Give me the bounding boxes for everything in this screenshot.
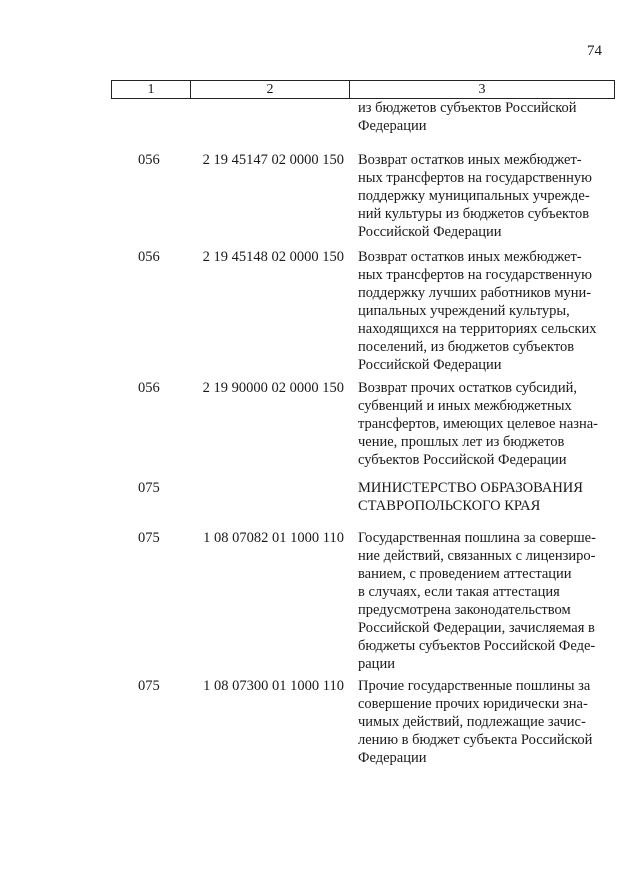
- column-1-header: 1: [112, 81, 191, 99]
- budget-classification-code: 1 08 07082 01 1000 110: [203, 530, 344, 546]
- row-description: [358, 677, 602, 767]
- description-line: ний культуры из бюджетов субъектов: [358, 206, 590, 222]
- budget-classification-code: 1 08 07300 01 1000 110: [203, 678, 344, 694]
- description-line: субъектов Российской Федерации: [358, 452, 567, 468]
- row-description: [358, 99, 602, 135]
- description-line: поселений, из бюджетов субъектов: [358, 339, 575, 355]
- description-line: чение, прошлых лет из бюджетов: [358, 434, 565, 450]
- column-number-header: [111, 80, 615, 99]
- description-line: Федерации: [358, 750, 427, 766]
- budget-classification-code: 2 19 45147 02 0000 150: [202, 152, 344, 168]
- row-description: [358, 379, 602, 469]
- description-line: ципальных учреждений культуры,: [358, 303, 570, 319]
- description-line: бюджеты субъектов Российской Феде-: [358, 638, 596, 654]
- description-line: СТАВРОПОЛЬСКОГО КРАЯ: [358, 498, 541, 514]
- row-description: [358, 529, 602, 673]
- description-line: Возврат прочих остатков субсидий,: [358, 380, 577, 396]
- description-line: Российской Федерации: [358, 357, 502, 373]
- admin-code: 075: [138, 678, 160, 694]
- description-line: субвенций и иных межбюджетных: [358, 398, 572, 414]
- description-line: Российской Федерации, зачисляемая в: [358, 620, 595, 636]
- description-line: ных трансфертов на государственную: [358, 170, 592, 186]
- description-line: Российской Федерации: [358, 224, 502, 240]
- description-line: МИНИСТЕРСТВО ОБРАЗОВАНИЯ: [358, 480, 583, 496]
- description-line: предусмотрена законодательством: [358, 602, 571, 618]
- admin-code: 056: [138, 249, 160, 265]
- page-number: 74: [587, 43, 602, 59]
- budget-classification-code: 2 19 90000 02 0000 150: [202, 380, 344, 396]
- admin-code: 075: [138, 530, 160, 546]
- description-line: Возврат остатков иных межбюджет-: [358, 152, 582, 168]
- column-2-header: 2: [191, 81, 350, 99]
- row-description: [358, 151, 602, 241]
- admin-code: 075: [138, 480, 160, 496]
- description-line: совершение прочих юридически зна-: [358, 696, 588, 712]
- description-line: поддержку лучших работников муни-: [358, 285, 592, 301]
- description-line: Государственная пошлина за соверше-: [358, 530, 596, 546]
- description-line: поддержку муниципальных учрежде-: [358, 188, 590, 204]
- description-line: Федерации: [358, 118, 427, 134]
- description-line: чимых действий, подлежащие зачис-: [358, 714, 586, 730]
- description-line: ние действий, связанных с лицензиро-: [358, 548, 596, 564]
- description-line: ванием, с проведением аттестации: [358, 566, 572, 582]
- description-line: находящихся на территориях сельских: [358, 321, 597, 337]
- description-line: трансфертов, имеющих целевое назна-: [358, 416, 599, 432]
- description-line: из бюджетов субъектов Российской: [358, 100, 577, 116]
- budget-classification-code: 2 19 45148 02 0000 150: [202, 249, 344, 265]
- row-description: [358, 248, 602, 374]
- description-line: Возврат остатков иных межбюджет-: [358, 249, 582, 265]
- description-line: рации: [358, 656, 395, 672]
- admin-code: 056: [138, 152, 160, 168]
- description-line: ных трансфертов на государственную: [358, 267, 592, 283]
- description-line: лению в бюджет субъекта Российской: [358, 732, 593, 748]
- description-line: Прочие государственные пошлины за: [358, 678, 591, 694]
- ministry-heading: [358, 479, 602, 515]
- admin-code: 056: [138, 380, 160, 396]
- description-line: в случаях, если такая аттестация: [358, 584, 560, 600]
- column-3-header: 3: [350, 81, 615, 99]
